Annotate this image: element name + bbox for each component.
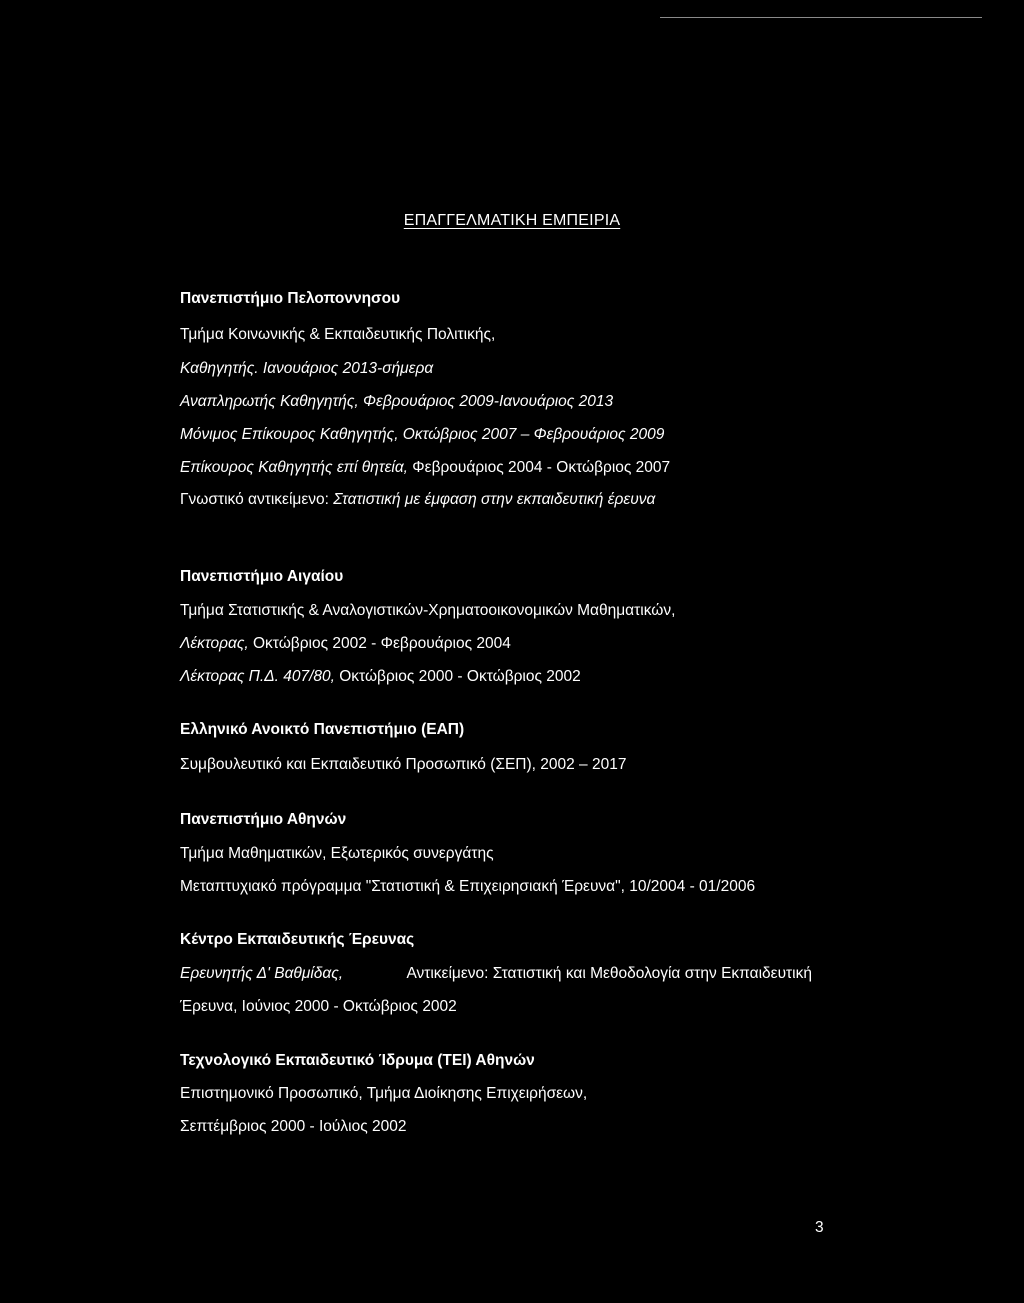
kee-role — [180, 964, 812, 984]
field-value: Στατιστική με έμφαση στην εκπαιδευτική έρευνα — [333, 491, 656, 508]
peloponnese-assoc: Αναπληρωτής Καθηγητής, Φεβρουάριος 2009-Ιανουάριος 2013 — [180, 393, 614, 410]
eap-role: Συμβουλευτικό και Εκπαιδευτικό Προσωπικό (ΣΕΠ), 2002 – 2017 — [180, 756, 627, 773]
asst-dates: Φεβρουάριος 2004 - Οκτώβριος 2007 — [412, 459, 671, 476]
aegean-lecturer-1 — [180, 634, 511, 654]
peloponnese-prof: Καθηγητής. Ιανουάριος 2013-σήμερα — [180, 360, 434, 377]
section-title: ΕΠΑΓΓΕΛΜΑΤΙΚΗ ΕΜΠΕΙΡΙΑ — [403, 212, 621, 229]
tei-dates: Σεπτέμβριος 2000 - Ιούλιος 2002 — [180, 1118, 407, 1135]
kee-role-cont: Έρευνα, Ιούνιος 2000 - Οκτώβριος 2002 — [180, 998, 457, 1015]
tei-role: Επιστημονικό Προσωπικό, Τμήμα Διοίκησης Επιχειρήσεων, — [180, 1085, 588, 1102]
lect1-dates: Οκτώβριος 2002 - Φεβρουάριος 2004 — [252, 635, 511, 652]
peloponnese-asst-perm: Μόνιμος Επίκουρος Καθηγητής, Οκτώβριος 2007 – Φεβρουάριος 2009 — [180, 426, 665, 443]
kee-role-rest: Αντικείμενο: Στατιστική και Μεθοδολογία στην Εκπαιδευτική — [406, 965, 812, 982]
lect1-role: Λέκτορας, — [180, 635, 249, 652]
institution-athens: Πανεπιστήμιο Αθηνών — [180, 811, 347, 828]
field-label: Γνωστικό αντικείμενο: — [180, 491, 329, 508]
peloponnese-field — [180, 490, 655, 510]
lect2-dates: Οκτώβριος 2000 - Οκτώβριος 2002 — [339, 668, 581, 685]
institution-peloponnese: Πανεπιστήμιο Πελοποννησου — [180, 290, 401, 307]
institution-eap: Ελληνικό Ανοικτό Πανεπιστήμιο (ΕΑΠ) — [180, 721, 465, 738]
institution-kee: Κέντρο Εκπαιδευτικής Έρευνας — [180, 931, 415, 948]
top-rule — [660, 17, 982, 18]
aegean-lecturer-2 — [180, 667, 581, 687]
kee-role-title: Ερευνητής Δ' Βαθμίδας, — [180, 965, 344, 982]
institution-tei: Τεχνολογικό Εκπαιδευτικό Ίδρυμα (ΤΕΙ) Αθηνών — [180, 1052, 535, 1069]
athens-dept: Τμήμα Μαθηματικών, Εξωτερικός συνεργάτης — [180, 845, 494, 862]
peloponnese-asst — [180, 458, 670, 478]
aegean-dept: Τμήμα Στατιστικής & Αναλογιστικών-Χρηματοοικονομικών Μαθηματικών, — [180, 602, 676, 619]
asst-role: Επίκουρος Καθηγητής επί θητεία, — [180, 459, 408, 476]
athens-program: Μεταπτυχιακό πρόγραμμα "Στατιστική & Επιχειρησιακή Έρευνα", 10/2004 - 01/2006 — [180, 878, 756, 895]
peloponnese-dept: Τμήμα Κοινωνικής & Εκπαιδευτικής Πολιτικής, — [180, 326, 496, 343]
institution-aegean: Πανεπιστήμιο Αιγαίου — [180, 568, 344, 585]
page-number: 3 — [815, 1219, 824, 1236]
lect2-role: Λέκτορας Π.Δ. 407/80, — [180, 668, 335, 685]
